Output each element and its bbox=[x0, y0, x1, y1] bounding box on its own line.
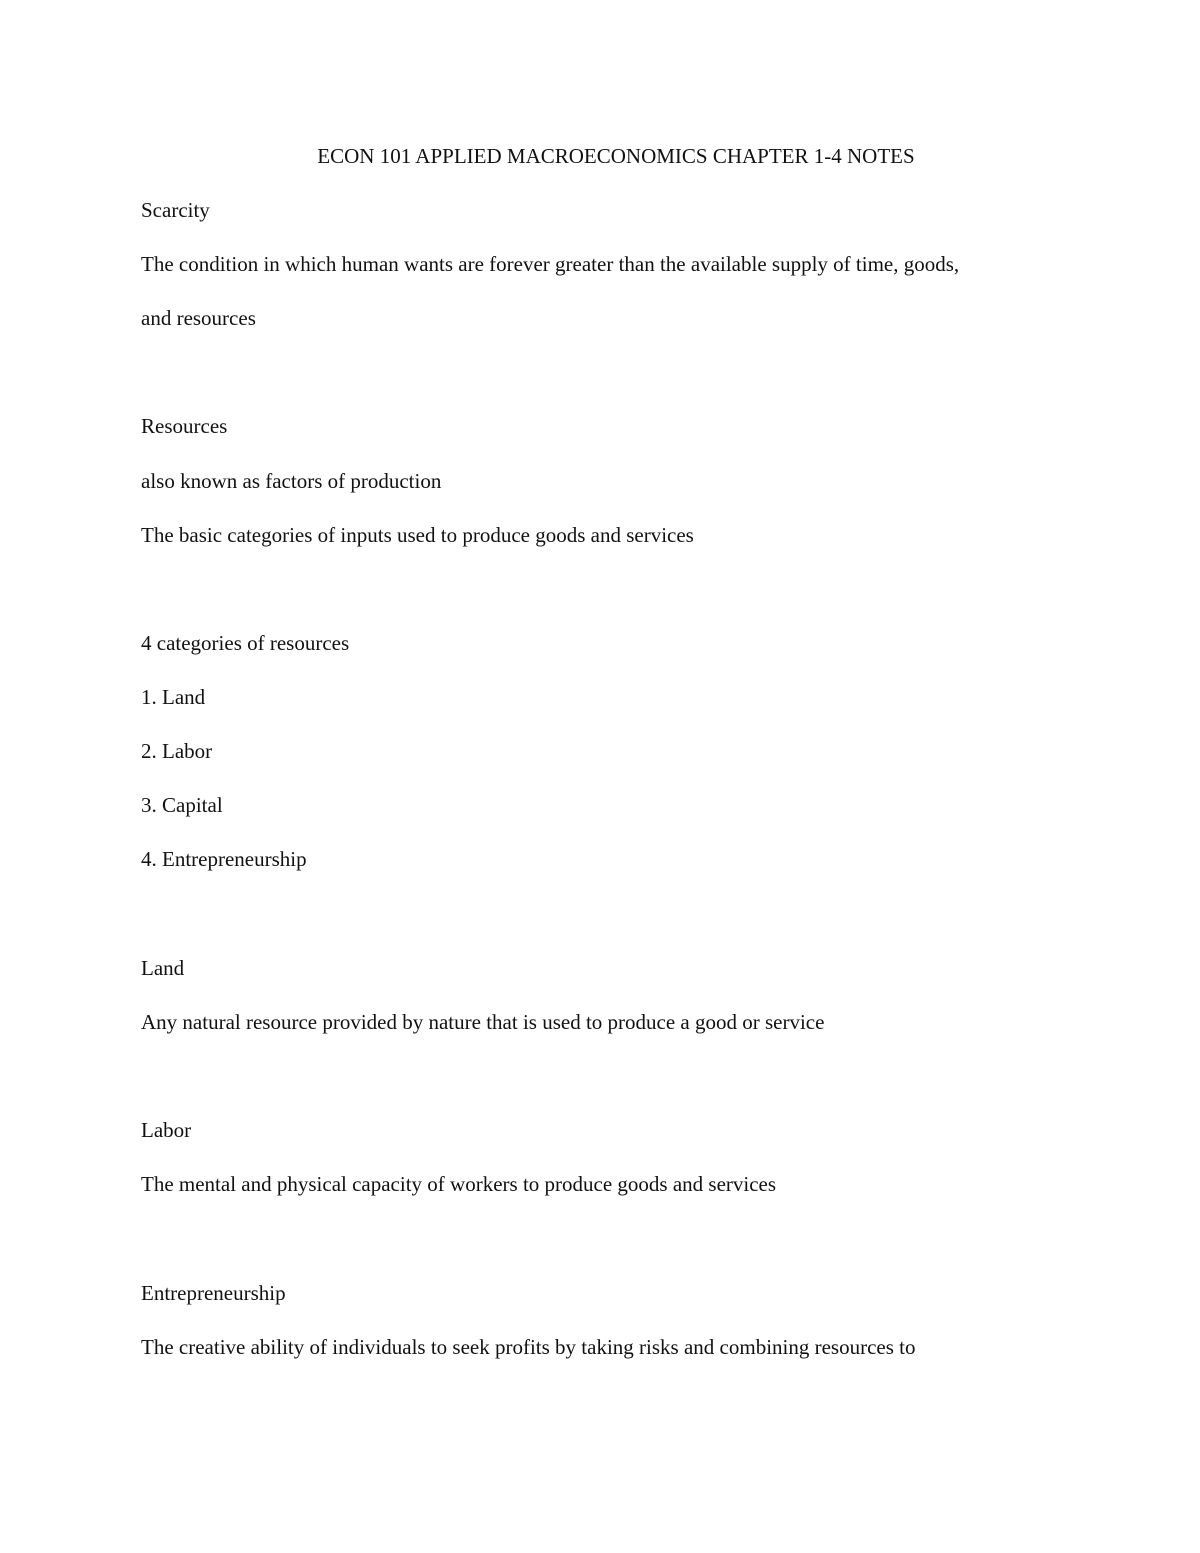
land-definition: Any natural resource provided by nature that is used to produce a good or service bbox=[141, 1010, 825, 1034]
land-heading: Land bbox=[141, 956, 185, 980]
entrepreneurship-heading: Entrepreneurship bbox=[141, 1281, 286, 1305]
category-item-entrepreneurship: 4. Entrepreneurship bbox=[141, 847, 307, 871]
entrepreneurship-definition: The creative ability of individuals to seek profits by taking risks and combining resources to bbox=[141, 1335, 916, 1359]
category-item-capital: 3. Capital bbox=[141, 793, 223, 817]
category-item-labor: 2. Labor bbox=[141, 739, 213, 763]
labor-heading: Labor bbox=[141, 1118, 192, 1142]
scarcity-definition-line-1: The condition in which human wants are forever greater than the available supply of time, goods, bbox=[141, 252, 960, 276]
categories-heading: 4 categories of resources bbox=[141, 631, 350, 655]
resources-heading: Resources bbox=[141, 414, 228, 438]
resources-alias: also known as factors of production bbox=[141, 469, 442, 493]
category-item-land: 1. Land bbox=[141, 685, 206, 709]
document-title: ECON 101 APPLIED MACROECONOMICS CHAPTER 1-4 NOTES bbox=[317, 144, 915, 168]
scarcity-heading: Scarcity bbox=[141, 198, 210, 222]
resources-definition: The basic categories of inputs used to produce goods and services bbox=[141, 523, 694, 547]
scarcity-definition-line-2: and resources bbox=[141, 306, 256, 330]
labor-definition: The mental and physical capacity of workers to produce goods and services bbox=[141, 1172, 777, 1196]
